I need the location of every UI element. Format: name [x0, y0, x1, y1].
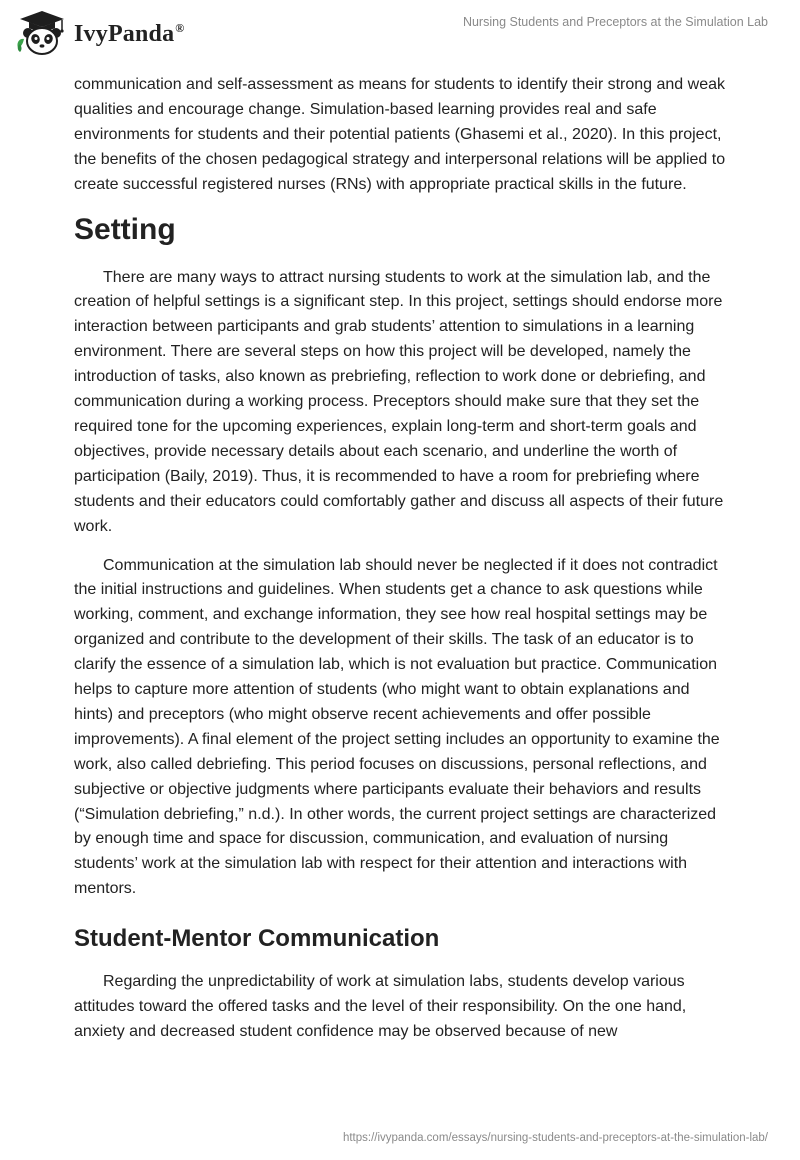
document-title: Nursing Students and Preceptors at the Simulation Lab — [462, 15, 768, 29]
setting-paragraph: There are many ways to attract nursing students to work at the simulation lab, and the creation of helpful settings is a significant step. In this project, settings should endorse more interaction between participants and grab students’ attention to simulations in a learning environment. There are several steps on how this project will be developed, namely the introduction of tasks, also known as prebriefing, reflection to work done or debriefing, and communication during a working process. Preceptors should make sure that they set the required tone for the upcoming experiences, explain long-term and short-term goals and objectives, provide necessary details about each scenario, and underline the worth of participation (Baily, 2019). Thus, it is recommended to have a room for prebriefing where students and their educators could comfortably gather and discuss all aspects of their future work. — [74, 268, 724, 535]
essay-content — [74, 73, 730, 1059]
page-header — [0, 0, 800, 70]
brand-name: IvyPanda® — [74, 20, 185, 47]
setting-paragraph: Communication at the simulation lab should never be neglected if it does not contradict the initial instructions and guidelines. When students get a chance to ask questions while working, comment, and exchange information, they see how real hospital settings may be organized and contribute to the development of their skills. The task of an educator is to clarify the essence of a simulation lab, which is not evaluation but practice. Communication helps to capture more attention of students (who might want to obtain explanations and hints) and preceptors (who might observe recent achievements and offer possible improvements). A final element of the project setting includes an opportunity to examine the work, also called debriefing. This period focuses on discussions, personal reflections, and subjective or objective judgments where participants evaluate their behaviors and results (“Simulation debriefing,” n.d.). In other words, the current project settings are characterized by enough time and space for discussion, communication, and evaluation of nursing students’ work at the simulation lab with respect for their attention and interactions with mentors. — [74, 556, 720, 898]
intro-paragraph: communication and self-assessment as means for students to identify their strong and weak qualities and encourage change. Simulation-based learning provides real and safe environments for students and their potential patients (Ghasemi et al., 2020). In this project, the benefits of the chosen pedagogical strategy and interpersonal relations will be applied to create successful registered nurses (RNs) with appropriate practical skills in the future. — [74, 76, 726, 193]
communication-heading: Student-Mentor Communication — [74, 925, 440, 953]
communication-paragraph: Regarding the unpredictability of work at simulation labs, students develop various attitudes toward the offered tasks and the level of their responsibility. On the one hand, anxiety and decreased student confidence may be observed because of new — [74, 973, 687, 1040]
source-url[interactable]: https://ivypanda.com/essays/nursing-students-and-preceptors-at-the-simulation-lab/ — [342, 1132, 768, 1144]
panda-graduate-icon — [14, 8, 70, 58]
setting-heading: Setting — [74, 212, 176, 246]
ivypanda-logo[interactable] — [14, 8, 184, 58]
